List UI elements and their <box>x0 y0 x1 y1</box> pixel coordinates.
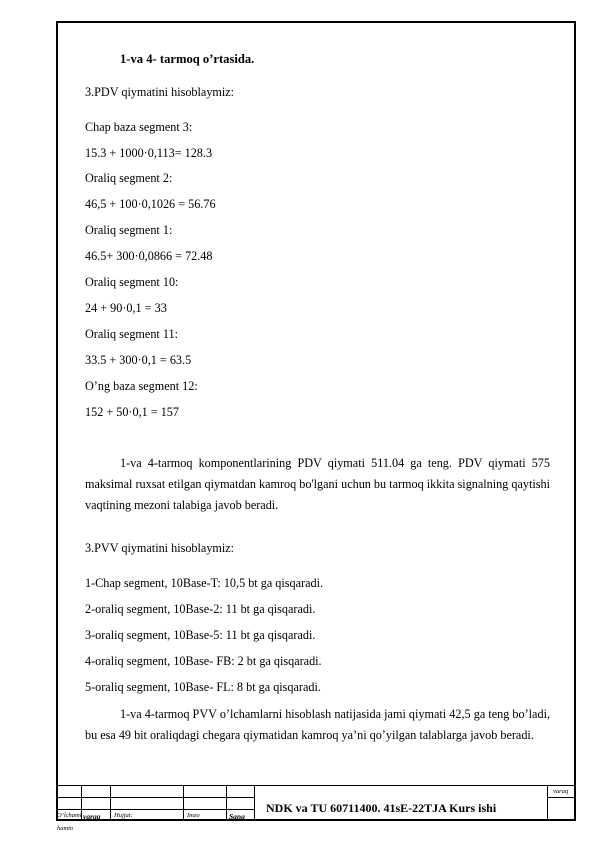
page-frame <box>56 21 576 821</box>
pdv-line: 24 + 90·0,1 = 33 <box>85 301 167 315</box>
pvv-line: 2-oraliq segment, 10Base-2: 11 bt ga qisqaradi. <box>85 602 316 616</box>
stamp-col-rule <box>226 785 227 821</box>
pvv-conclusion: 1-va 4-tarmoq PVV o’lchamlarni hisoblash natijasida jami qiymati 42,5 ga teng bo’ladi, bu esa 49 bit oraliqdagi chegara qiymatidan kamroq ya’ni qo’yilgan talablarga javob beradi. <box>85 707 550 742</box>
stamp-col-rule <box>183 785 184 821</box>
stamp-col-rule <box>110 785 111 821</box>
pdv-line: 46.5+ 300·0,0866 = 72.48 <box>85 249 213 263</box>
pdv-line: Oraliq segment 11: <box>85 327 178 341</box>
pvv-title: 3.PVV qiymatini hisoblaymiz: <box>85 541 235 555</box>
pdv-line: 15.3 + 1000·0,113= 128.3 <box>85 146 213 160</box>
stamp-col-rule <box>254 785 255 821</box>
pdv-line: 152 + 50·0,1 = 157 <box>85 405 179 419</box>
stamp-col-rule <box>547 785 548 821</box>
pdv-line: 33.5 + 300·0,1 = 63.5 <box>85 353 192 367</box>
sheet-label: varaq <box>553 788 569 795</box>
pdv-line: Oraliq segment 10: <box>85 275 179 289</box>
stamp-sana-label: Sana <box>229 812 245 821</box>
stamp-row-rule <box>547 797 576 798</box>
stamp-top-rule <box>56 785 576 786</box>
stamp-row-rule <box>56 797 254 798</box>
document-code: NDK va TU 60711400. 41sE-22TJA Kurs ishi <box>266 801 497 815</box>
stamp-imzo-label: Imzo <box>187 812 200 819</box>
pdv-title: 3.PDV qiymatini hisoblaymiz: <box>85 85 235 99</box>
pdv-conclusion: 1-va 4-tarmoq komponentlarining PDV qiymati 511.04 ga teng. PDV qiymati 575 maksimal ruxsat etilgan qiymatdan kamroq bo'lgani uchun bu tarmoq ikkita signalning qaytishi vaqtining mezoni talabiga javob beradi. <box>85 456 550 512</box>
pdv-line: 46,5 + 100·0,1026 = 56.76 <box>85 197 216 211</box>
stamp-varaq-label: varaq <box>83 812 101 821</box>
stamp-ozgarish-label: O’lchami <box>57 812 82 819</box>
pvv-line: 5-oraliq segment, 10Base- FL: 8 bt ga qisqaradi. <box>85 680 321 694</box>
pdv-line: Chap baza segment 3: <box>85 120 193 134</box>
pdv-line: O’ng baza segment 12: <box>85 379 198 393</box>
pvv-line: 3-oraliq segment, 10Base-5: 11 bt ga qisqaradi. <box>85 628 316 642</box>
pdv-line: Oraliq segment 1: <box>85 223 173 237</box>
stamp-ozgarish-label-2: hamm <box>57 825 73 832</box>
stamp-row-rule <box>56 809 254 810</box>
section-heading: 1-va 4- tarmoq o’rtasida. <box>120 52 255 66</box>
pdv-line: Oraliq segment 2: <box>85 171 173 185</box>
stamp-hujjat-label: Hujjat: <box>114 812 133 819</box>
pvv-line: 1-Chap segment, 10Base-T: 10,5 bt ga qisqaradi. <box>85 576 324 590</box>
pvv-line: 4-oraliq segment, 10Base- FB: 2 bt ga qisqaradi. <box>85 654 322 668</box>
